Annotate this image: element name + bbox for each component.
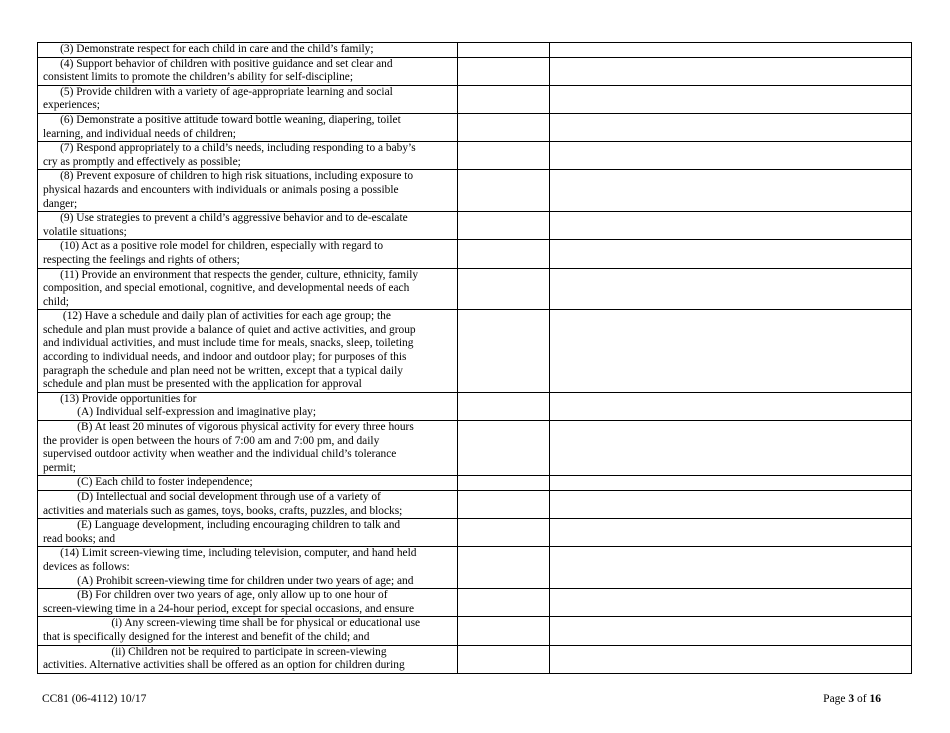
- requirement-text-line: (A) Prohibit screen-viewing time for children under two years of age; and: [43, 574, 414, 587]
- compliance-cell[interactable]: [458, 491, 550, 519]
- comments-cell[interactable]: [550, 476, 912, 491]
- comments-cell[interactable]: [550, 142, 912, 170]
- requirement-text-cell: [38, 170, 458, 212]
- requirement-text-line: (A) Individual self-expression and imaginative play;: [43, 406, 316, 419]
- requirement-text-line: learning, and individual needs of children;: [43, 127, 236, 140]
- requirement-text-line: according to individual needs, and indoor and outdoor play; for purposes of this: [43, 351, 407, 364]
- requirement-text-line: the provider is open between the hours of 7:00 am and 7:00 pm, and daily: [43, 434, 380, 447]
- requirement-text-line: (5) Provide children with a variety of age-appropriate learning and social: [43, 85, 393, 98]
- compliance-cell[interactable]: [458, 547, 550, 589]
- requirement-text-line: child;: [43, 295, 69, 308]
- requirement-text-line: (8) Prevent exposure of children to high risk situations, including exposure to: [43, 170, 414, 183]
- compliance-cell[interactable]: [458, 519, 550, 547]
- compliance-cell[interactable]: [458, 57, 550, 85]
- requirement-text-cell: [38, 310, 458, 393]
- compliance-cell[interactable]: [458, 310, 550, 393]
- page-number: [823, 693, 881, 705]
- requirement-text-cell: [38, 212, 458, 240]
- compliance-cell[interactable]: [458, 170, 550, 212]
- requirement-text-line: (C) Each child to foster independence;: [43, 476, 253, 489]
- requirements-table-body: [38, 43, 912, 674]
- requirement-text-line: (E) Language development, including encouraging children to talk and: [43, 519, 401, 532]
- requirement-text-line: consistent limits to promote the children’s ability for self-discipline;: [43, 71, 354, 84]
- requirement-text-line: paragraph the schedule and plan need not be written, except that a typical daily: [43, 364, 403, 377]
- comments-cell[interactable]: [550, 519, 912, 547]
- requirement-text-line: activities and materials such as games, toys, books, crafts, puzzles, and blocks;: [43, 504, 403, 517]
- compliance-cell[interactable]: [458, 142, 550, 170]
- requirement-text-line: (9) Use strategies to prevent a child’s aggressive behavior and to de-escalate: [43, 212, 408, 225]
- requirement-text-line: experiences;: [43, 99, 100, 112]
- requirement-text-cell: [38, 85, 458, 113]
- requirement-text-line: (B) At least 20 minutes of vigorous physical activity for every three hours: [43, 421, 414, 434]
- requirement-text-line: that is specifically designed for the interest and benefit of the child; and: [43, 630, 370, 643]
- requirement-text-line: (12) Have a schedule and daily plan of activities for each age group; the: [43, 310, 391, 323]
- page-total: 16: [869, 693, 881, 705]
- compliance-cell[interactable]: [458, 392, 550, 420]
- comments-cell[interactable]: [550, 421, 912, 476]
- comments-cell[interactable]: [550, 547, 912, 589]
- requirement-text-line: permit;: [43, 461, 76, 474]
- compliance-cell[interactable]: [458, 85, 550, 113]
- requirement-row: [38, 113, 912, 141]
- comments-cell[interactable]: [550, 645, 912, 673]
- requirement-text-line: physical hazards and encounters with individuals or animals posing a possible: [43, 183, 399, 196]
- requirement-row: [38, 268, 912, 310]
- requirement-text-line: (11) Provide an environment that respects the gender, culture, ethnicity, family: [43, 268, 419, 281]
- comments-cell[interactable]: [550, 170, 912, 212]
- requirement-text-line: composition, and special emotional, cognitive, and developmental needs of each: [43, 282, 410, 295]
- requirement-text-line: and individual activities, and must include time for meals, snacks, sleep, toileting: [43, 337, 414, 350]
- requirement-text-line: (D) Intellectual and social development through use of a variety of: [43, 491, 381, 503]
- requirement-text-line: (14) Limit screen-viewing time, including television, computer, and hand held: [43, 547, 417, 560]
- comments-cell[interactable]: [550, 113, 912, 141]
- requirement-row: [38, 491, 912, 519]
- requirement-text-line: screen-viewing time in a 24-hour period, except for special occasions, and ensure: [43, 602, 415, 615]
- requirement-text-cell: [38, 57, 458, 85]
- form-identifier: CC81 (06-4112) 10/17: [42, 693, 147, 705]
- requirement-text-line: (3) Demonstrate respect for each child in care and the child’s family;: [43, 43, 374, 55]
- requirement-text-line: (6) Demonstrate a positive attitude toward bottle weaning, diapering, toilet: [43, 113, 401, 126]
- comments-cell[interactable]: [550, 240, 912, 268]
- comments-cell[interactable]: [550, 617, 912, 645]
- requirement-text-cell: [38, 645, 458, 673]
- requirement-text-line: cry as promptly and effectively as possible;: [43, 155, 241, 168]
- requirement-text-cell: [38, 268, 458, 310]
- comments-cell[interactable]: [550, 589, 912, 617]
- requirement-text-line: supervised outdoor activity when weather and the individual child’s tolerance: [43, 448, 397, 461]
- requirement-text-line: (13) Provide opportunities for: [43, 392, 197, 405]
- requirement-text-cell: [38, 476, 458, 491]
- requirement-row: [38, 170, 912, 212]
- requirement-text-line: (i) Any screen-viewing time shall be for physical or educational use: [43, 617, 421, 630]
- comments-cell[interactable]: [550, 57, 912, 85]
- requirement-text-cell: [38, 519, 458, 547]
- comments-cell[interactable]: [550, 85, 912, 113]
- requirement-row: [38, 519, 912, 547]
- page-current: 3: [848, 693, 855, 705]
- requirement-text-line: (4) Support behavior of children with positive guidance and set clear and: [43, 57, 393, 70]
- requirement-text-cell: [38, 113, 458, 141]
- requirement-text-cell: [38, 142, 458, 170]
- requirement-row: [38, 617, 912, 645]
- requirement-text-line: (10) Act as a positive role model for children, especially with regard to: [43, 240, 384, 253]
- requirement-row: [38, 85, 912, 113]
- comments-cell[interactable]: [550, 392, 912, 420]
- compliance-cell[interactable]: [458, 589, 550, 617]
- requirement-row: [38, 212, 912, 240]
- requirement-row: [38, 476, 912, 491]
- requirement-text-line: schedule and plan must provide a balance of quiet and active activities, and group: [43, 323, 416, 336]
- requirement-text-line: activities. Alternative activities shall be offered as an option for children during: [43, 659, 405, 672]
- page-prefix: Page: [823, 693, 849, 705]
- compliance-cell[interactable]: [458, 212, 550, 240]
- requirement-text-cell: [38, 617, 458, 645]
- comments-cell[interactable]: [550, 43, 912, 58]
- requirement-text-cell: [38, 392, 458, 420]
- requirement-row: [38, 421, 912, 476]
- requirement-row: [38, 142, 912, 170]
- comments-cell[interactable]: [550, 268, 912, 310]
- compliance-cell[interactable]: [458, 43, 550, 58]
- requirement-row: [38, 43, 912, 58]
- requirement-row: [38, 392, 912, 420]
- requirement-row: [38, 240, 912, 268]
- requirement-text-line: (ii) Children not be required to participate in screen-viewing: [43, 645, 387, 658]
- requirement-text-cell: [38, 547, 458, 589]
- requirement-text-cell: [38, 421, 458, 476]
- requirement-text-line: schedule and plan must be presented with the application for approval: [43, 378, 362, 391]
- requirement-text-line: devices as follows:: [43, 560, 130, 573]
- requirement-text-cell: [38, 43, 458, 58]
- requirement-text-cell: [38, 589, 458, 617]
- page-of: of: [854, 693, 870, 705]
- requirement-row: [38, 57, 912, 85]
- compliance-cell[interactable]: [458, 617, 550, 645]
- comments-cell[interactable]: [550, 491, 912, 519]
- compliance-cell[interactable]: [458, 268, 550, 310]
- requirement-text-line: volatile situations;: [43, 225, 127, 238]
- requirement-row: [38, 310, 912, 393]
- requirement-row: [38, 589, 912, 617]
- requirement-text-line: read books; and: [43, 532, 116, 545]
- requirement-text-line: (B) For children over two years of age, only allow up to one hour of: [43, 589, 388, 602]
- compliance-cell[interactable]: [458, 421, 550, 476]
- requirement-row: [38, 547, 912, 589]
- requirement-text-cell: [38, 240, 458, 268]
- compliance-cell[interactable]: [458, 113, 550, 141]
- requirement-text-cell: [38, 491, 458, 519]
- comments-cell[interactable]: [550, 212, 912, 240]
- comments-cell[interactable]: [550, 310, 912, 393]
- compliance-cell[interactable]: [458, 476, 550, 491]
- requirement-row: [38, 645, 912, 673]
- compliance-cell[interactable]: [458, 240, 550, 268]
- requirements-table: [37, 42, 912, 674]
- compliance-cell[interactable]: [458, 645, 550, 673]
- requirement-text-line: (7) Respond appropriately to a child’s needs, including responding to a baby’s: [43, 142, 416, 155]
- requirement-text-line: respecting the feelings and rights of others;: [43, 253, 240, 266]
- requirement-text-line: danger;: [43, 197, 78, 210]
